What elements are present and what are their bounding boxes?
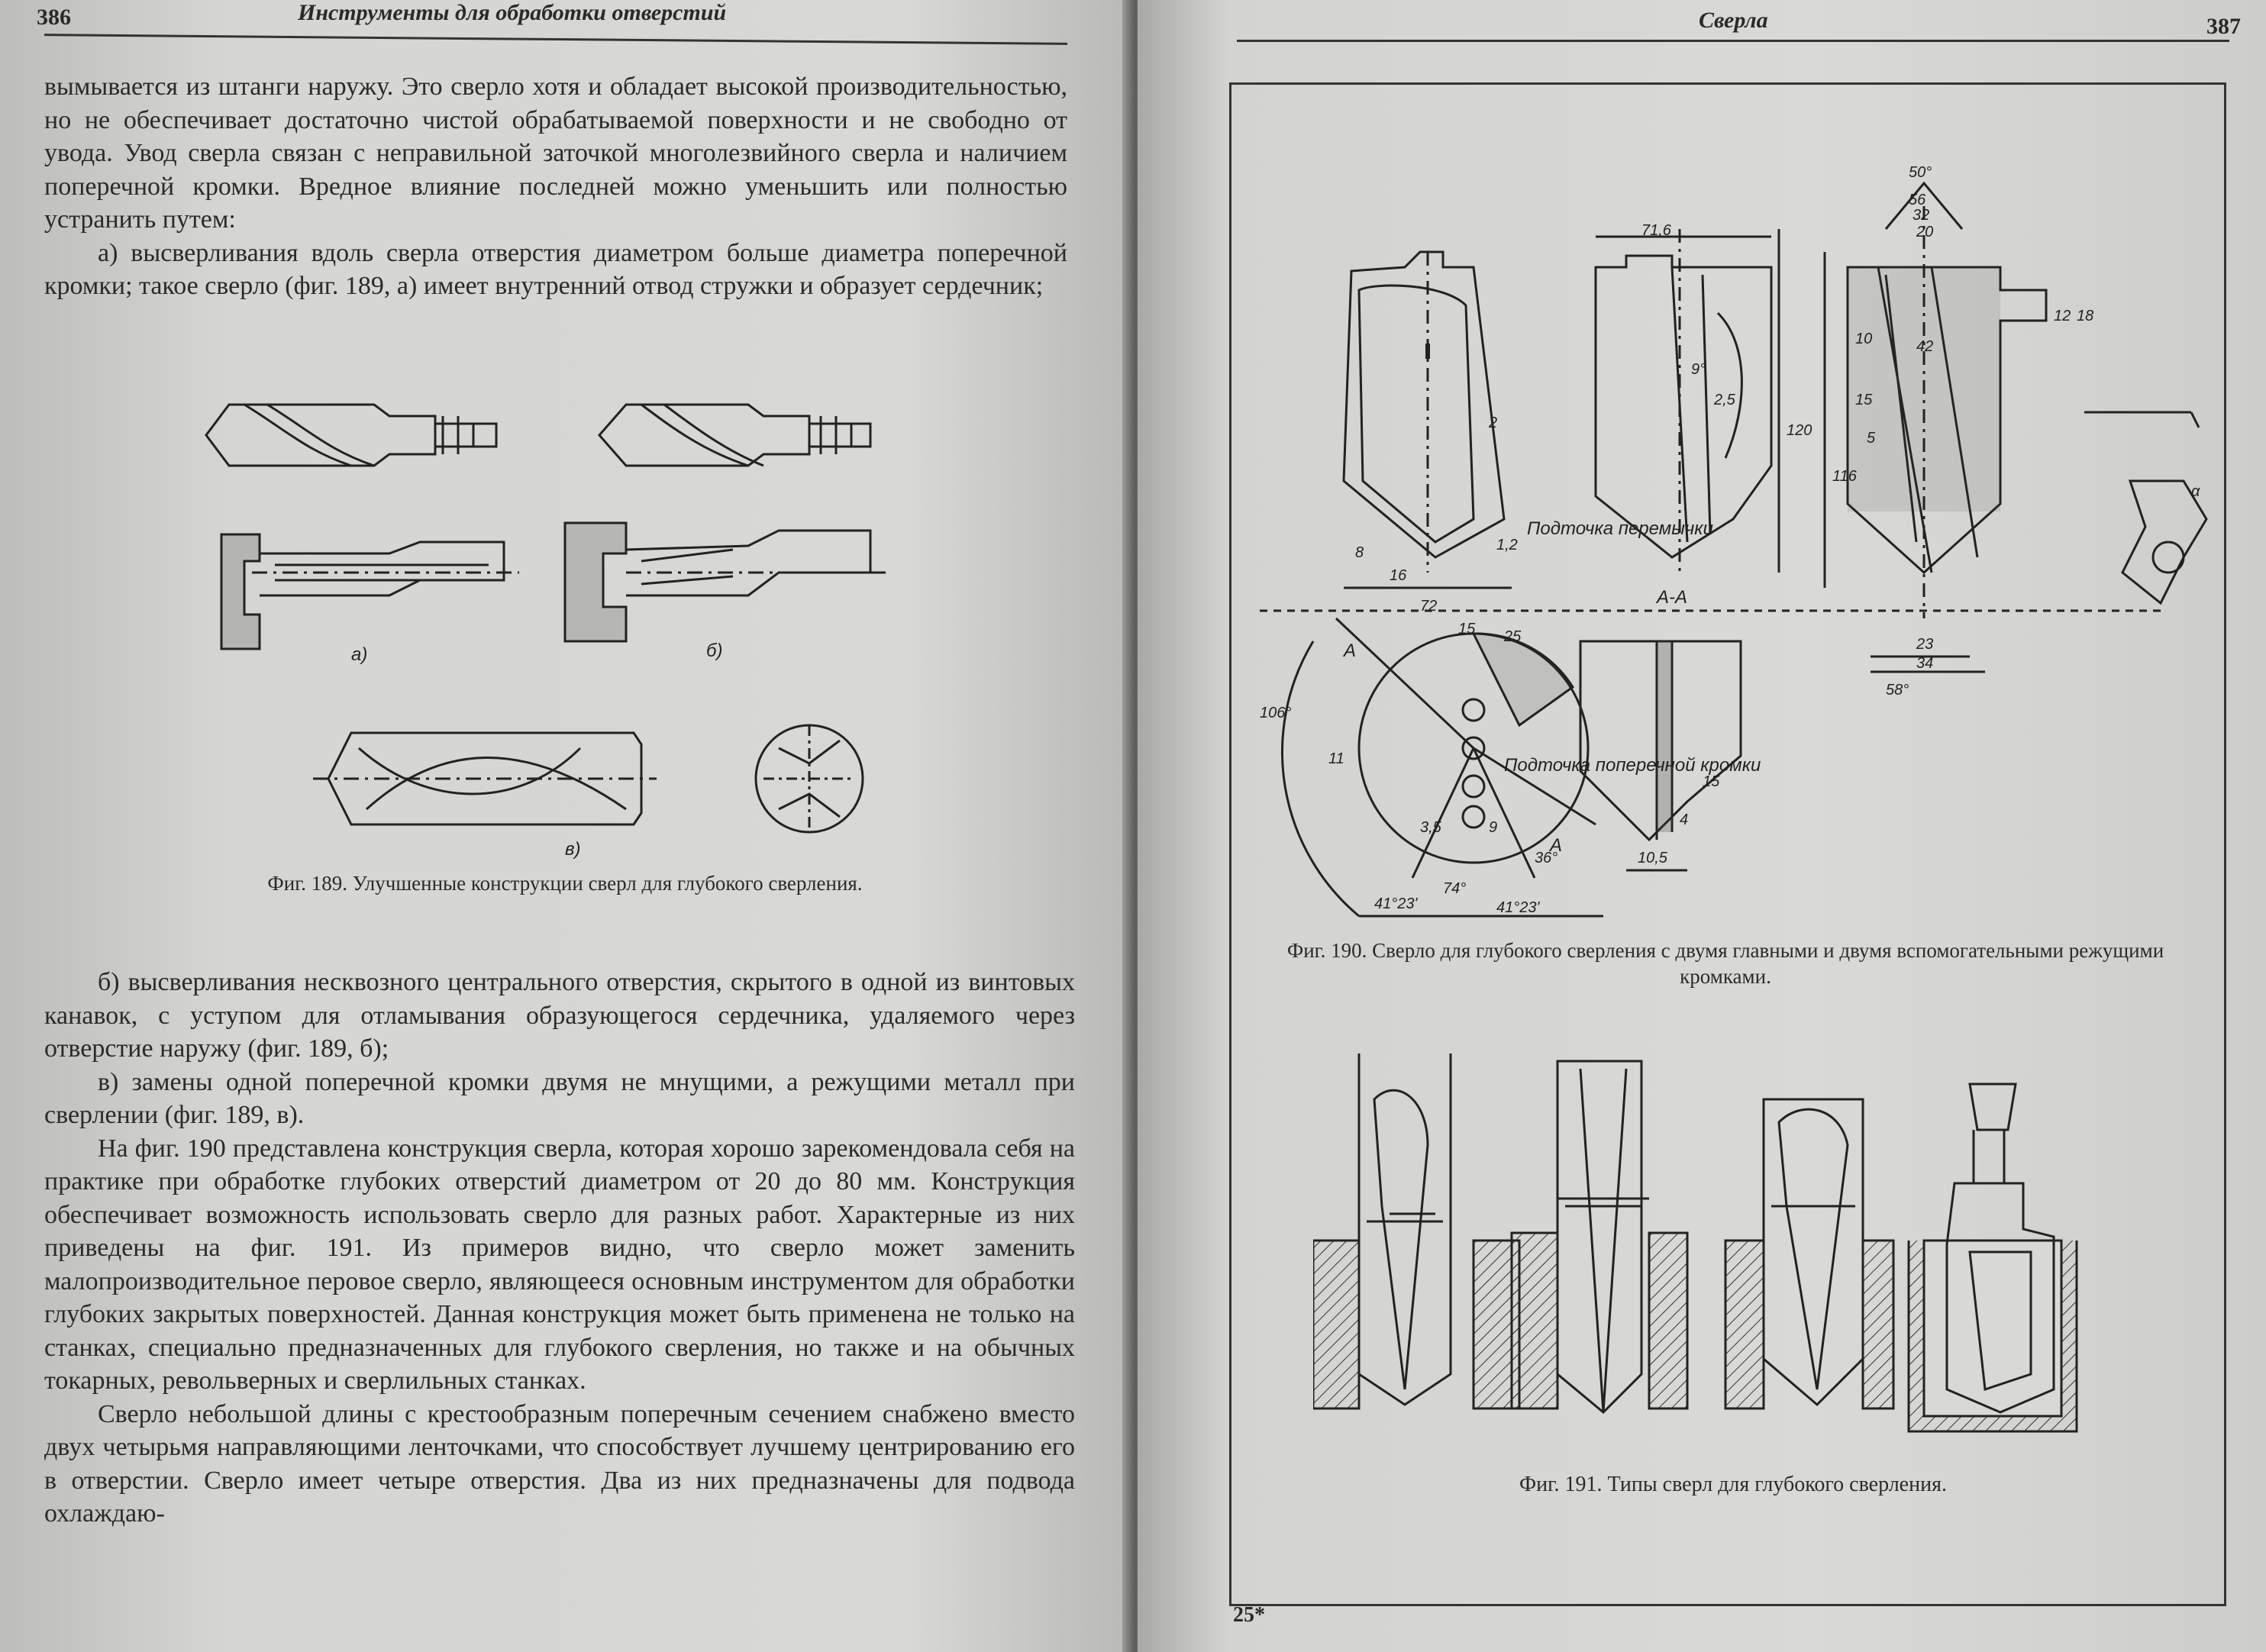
figure-190-drawing [1244,160,2214,924]
label-section-a-a: А-А [1657,587,1688,608]
dim-label: 20 [1916,224,1934,240]
dim-label: 2,5 [1714,392,1735,408]
left-page [0,0,1130,1652]
dim-label: 8 [1355,544,1364,561]
dim-label: 36° [1535,850,1558,866]
dim-label: 18 [2077,308,2094,324]
paragraph: а) высверливания вдоль сверла отверстия диаметром больше диаметра поперечной кромки; такое сверло (фиг. 189, а) имеет внутренний отвод стружки и образует сердечник; [44,238,1067,300]
dim-label: 11 [1328,750,1344,767]
dim-label: 50° [1909,164,1932,181]
figure-191-caption: Фиг. 191. Типы сверл для глубокого сверления. [1519,1473,1947,1496]
header-rule-left [44,34,1067,45]
paragraph: в) замены одной поперечной кромки двумя не мнущими, а режущими металл при сверлении (фиг. 189, в). [44,1067,1075,1129]
dim-label: 4 [1680,811,1689,828]
dim-label: 25 [1504,628,1522,645]
page-number-left: 386 [37,5,71,30]
dim-label: 120 [1787,422,1812,439]
dim-label: 106° [1260,705,1292,721]
text-block-bottom [44,966,1075,1531]
page-number-right: 387 [2206,14,2241,39]
dim-label: 23 [1916,636,1934,653]
paragraph: Сверло небольшой длины с крестообразным поперечным сечением снабжено вместо двух четырьмя направляющими ленточками, что способствует лучшему центрированию его в отверстии. Сверло имеет четыре отверстия. Два из них предназначены для подвода охлаждаю- [44,1399,1075,1528]
dim-label: 15 [1703,773,1720,790]
figure-191 [1313,1053,2153,1450]
paragraph: б) высверливания несквозного центрального отверстия, скрытого в одной из винтовых канавок, с уступом для отламывания образующегося сердечника, удаляемого через отверстие наружу (фиг. 189, б); [44,968,1075,1063]
dim-label: 9 [1489,819,1498,836]
figure-191-drawing [1313,1053,2153,1450]
figure-189-drawing [199,382,931,870]
dim-label: 74° [1443,880,1467,897]
fig-189-label-v: в) [565,839,581,860]
figure-190-caption: Фиг. 190. Сверло для глубокого сверления с двумя главными и двумя вспомогательными режущими кромками. [1286,939,2164,988]
fig-189-label-a: а) [351,644,368,665]
dim-label: 12 [2054,308,2071,324]
fig-189-label-b: б) [706,640,723,661]
figure-189 [199,382,931,870]
dim-label: 10 [1855,331,1873,347]
dim-label: 3,5 [1420,819,1441,836]
dim-label: 41°23' [1374,895,1418,912]
figure-190 [1244,160,2214,924]
paragraph: На фиг. 190 представлена конструкция сверла, которая хорошо зарекомендовала себя на практике при обработке глубоких отверстий диаметром от 20 до 80 мм. Конструкция обеспечивает возможность использовать сверло для разных работ. Характерные из них приведены на фиг. 191. Из примеров видно, что сверло может заменить малопроизводительное перовое сверло, являющееся основным инструментом для обработки глубоких закрытых поверхностей. Данная конструкция может быть применена не только на станках, специально предназначенных для глубокого сверления, но также и на обычных токарных, револьверных и сверлильных станках. [44,1134,1075,1395]
dim-label: 32 [1913,207,1930,224]
dim-label: α [2191,483,2200,500]
dim-label: 15 [1855,392,1873,408]
label-a-1: А [1344,640,1357,661]
dim-label: 34 [1916,655,1934,672]
dim-label: 41°23' [1496,899,1540,916]
text-block-top [44,70,1067,303]
label-podtochka-poperechnoy-kromki: Подточка поперечной кромки [1504,755,1761,776]
paragraph: вымывается из штанги наружу. Это сверло хотя и обладает высокой производительностью, но не обеспечивает достаточно чистой обрабатываемой поверхности и не свободно от увода. Увод сверла связан с неправильной заточкой многолезвийного сверла и наличием поперечной кромки. Вредное влияние последней можно уменьшить или полностью устранить путем: [44,73,1067,234]
running-head-left: Инструменты для обработки отверстий [298,0,727,25]
header-rule-right [1237,40,2229,42]
dim-label: 58° [1886,682,1909,699]
dim-label: 16 [1390,567,1407,584]
figure-189-caption: Фиг. 189. Улучшенные конструкции сверл для глубокого сверления. [267,872,863,895]
dim-label: 56 [1909,192,1926,208]
label-podtochka-peremychki: Подточка перемычки [1527,518,1713,539]
dim-label: 1,2 [1496,537,1518,553]
dim-label: 15 [1458,621,1476,637]
running-head-right: Сверла [1699,8,1768,33]
dim-label: 71,6 [1641,222,1671,239]
dim-label: 2 [1489,415,1498,431]
dim-label: 10,5 [1638,850,1667,866]
dim-label: 9° [1691,361,1706,378]
dim-label: 72 [1420,598,1438,615]
signature-mark: 25* [1233,1603,1265,1627]
label-a-2: А [1550,835,1563,856]
dim-label: 5 [1867,430,1876,447]
dim-label: 42 [1916,338,1934,355]
dim-label: 116 [1832,468,1857,485]
